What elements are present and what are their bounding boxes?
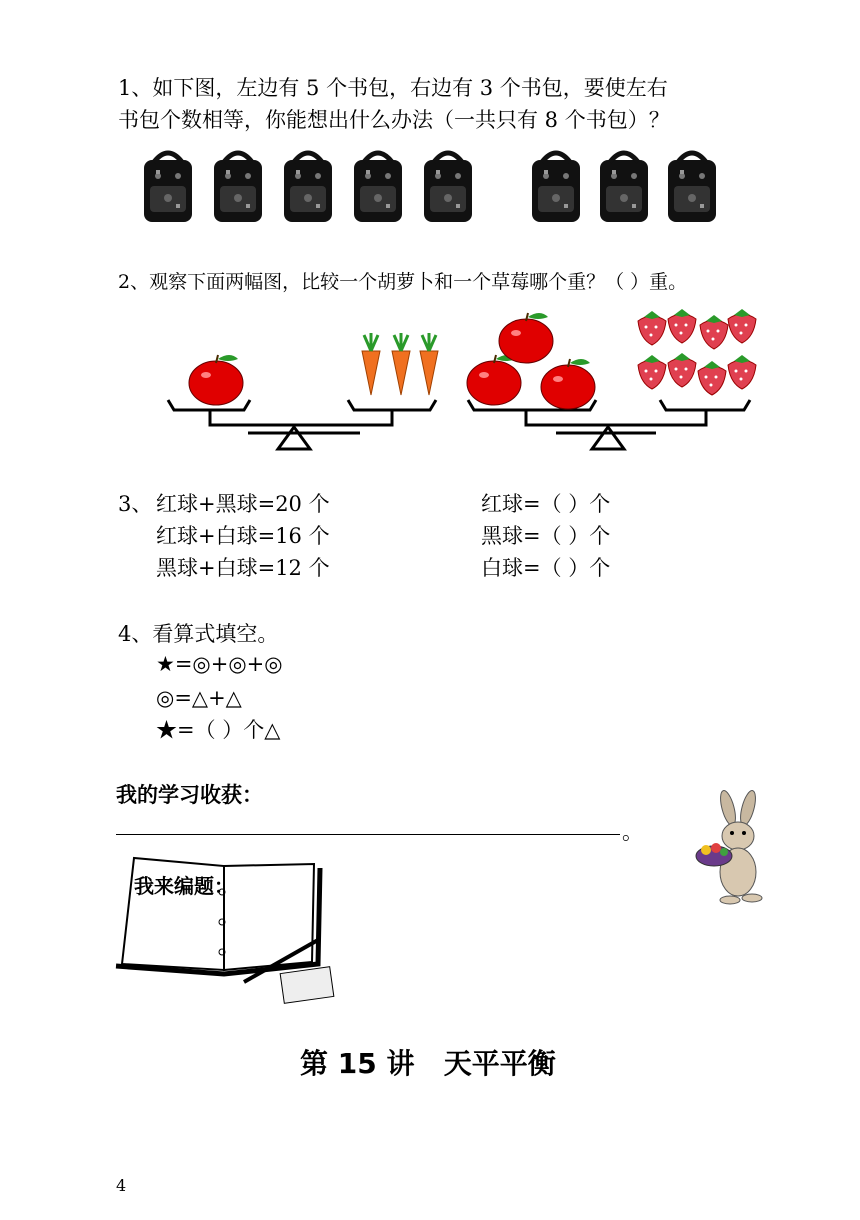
harvest-label: 我的学习收获：	[116, 783, 263, 807]
backpack-icon	[600, 153, 648, 222]
q1-line2: 书包个数相等，你能想出什么办法（一共只有 8 个书包）？	[118, 108, 670, 132]
bunny-icon	[690, 790, 770, 906]
compose-label: 我来编题：	[134, 874, 234, 898]
strawberry-icon	[668, 353, 696, 387]
strawberry-icon	[638, 355, 666, 389]
harvest-answer-line[interactable]	[116, 834, 620, 835]
calculator-icon	[280, 967, 334, 1004]
strawberry-icon	[700, 315, 728, 349]
q3-equation-3: 黑球+白球=12 个	[156, 556, 330, 580]
carrot-icon	[392, 333, 410, 395]
page-number: 4	[116, 1176, 127, 1195]
q3-equation-2: 红球+白球=16 个	[156, 524, 330, 548]
q4-line-3[interactable]: ★=（ ）个△	[156, 718, 281, 742]
apple-icon	[467, 355, 521, 405]
backpack-icon	[424, 153, 472, 222]
q1-line1: 1、如下图，左边有 5 个书包，右边有 3 个书包，要使左右	[118, 76, 668, 100]
q3-answer-black[interactable]: 黑球=（ ）个	[481, 524, 611, 548]
q3-answer-red[interactable]: 红球=（ ）个	[481, 492, 611, 516]
balance-scale-1	[168, 333, 438, 449]
backpack-icon	[354, 153, 402, 222]
strawberry-icon	[698, 361, 726, 395]
q3-prefix: 3、	[118, 492, 153, 516]
backpack-icon	[214, 153, 262, 222]
q4-line-1: ★=◎+◎+◎	[156, 652, 283, 676]
harvest-end-mark: 。	[622, 820, 643, 844]
apple-icon	[541, 359, 595, 409]
backpack-icon	[532, 153, 580, 222]
q3-equation-1: 红球+黑球=20 个	[156, 492, 330, 516]
carrot-icon	[420, 333, 438, 395]
balance-scales-figure	[160, 305, 760, 455]
lecture-title: 第 15 讲 天平平衡	[300, 1047, 556, 1080]
apple-icon	[189, 355, 243, 405]
q4-line-2: ◎=△+△	[156, 686, 242, 710]
q2-text: 2、观察下面两幅图，比较一个胡萝卜和一个草莓哪个重？（ ）重。	[118, 271, 688, 293]
balance-scale-2	[467, 309, 756, 449]
q3-answer-white[interactable]: 白球=（ ）个	[481, 556, 611, 580]
carrot-icon	[362, 333, 380, 395]
backpack-icon	[668, 153, 716, 222]
strawberry-icon	[728, 309, 756, 343]
strawberry-icon	[728, 355, 756, 389]
strawberry-icon	[638, 311, 666, 345]
backpack-icon	[144, 153, 192, 222]
strawberry-icon	[668, 309, 696, 343]
apple-icon	[499, 313, 553, 363]
backpacks-figure	[130, 140, 730, 230]
q4-title: 4、看算式填空。	[118, 622, 279, 646]
backpack-icon	[284, 153, 332, 222]
